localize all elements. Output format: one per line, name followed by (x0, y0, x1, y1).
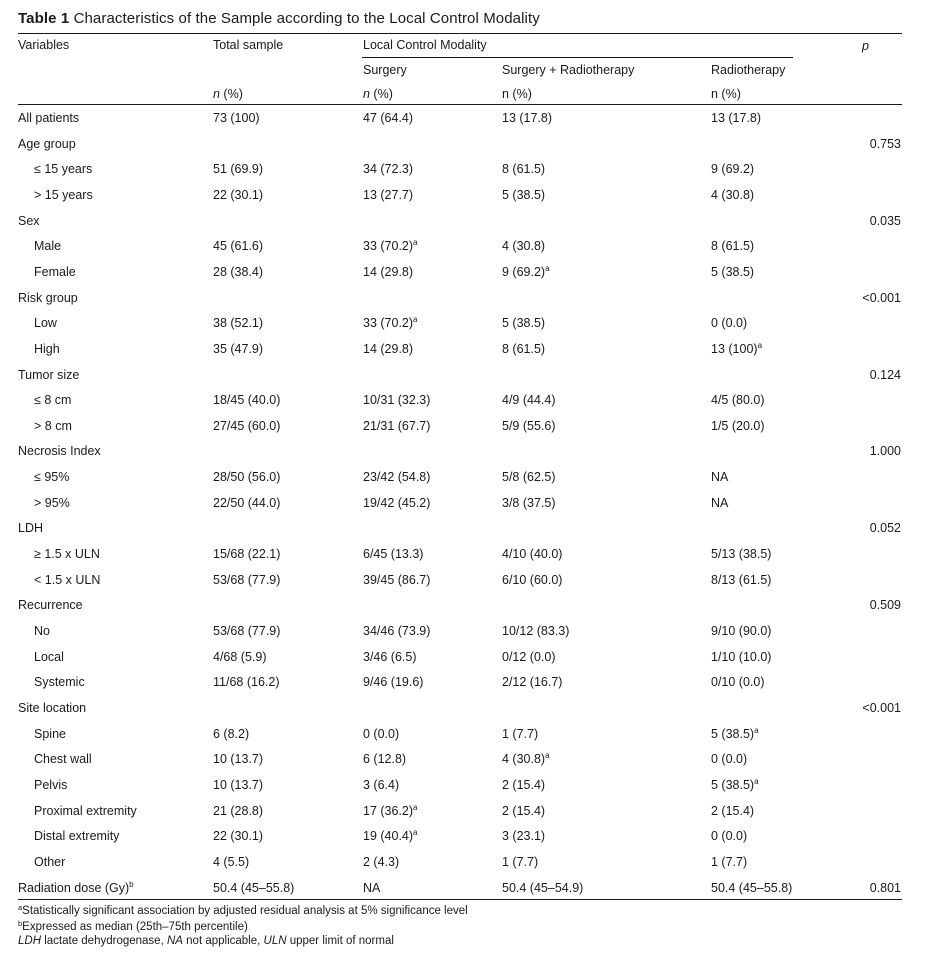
cell-total: 10 (13.7) (213, 752, 264, 766)
cell-total: 53/68 (77.9) (213, 624, 281, 638)
cell-total: 35 (47.9) (213, 342, 264, 356)
cell-surgery-radiotherapy: 4/9 (44.4) (502, 393, 556, 407)
row-label: Pelvis (34, 778, 68, 792)
top-rule (18, 33, 902, 34)
cell-p-value: 0.124 (869, 368, 901, 382)
row-label: Tumor size (18, 368, 80, 382)
header-variables: Variables (18, 38, 70, 52)
cell-surgery-radiotherapy: 5 (38.5) (502, 188, 546, 202)
cell-surgery-radiotherapy: 6/10 (60.0) (502, 573, 563, 587)
header-p: p (862, 39, 869, 53)
row-label: Spine (34, 727, 66, 741)
cell-radiotherapy: 9 (69.2) (711, 162, 755, 176)
cell-surgery: 14 (29.8) (363, 342, 414, 356)
cell-surgery-radiotherapy: 0/12 (0.0) (502, 650, 556, 664)
cell-surgery-radiotherapy: 4 $(30.8)^a$ (502, 751, 550, 766)
header-radiotherapy: Radiotherapy (711, 63, 786, 77)
cell-surgery: 6/45 (13.3) (363, 547, 424, 561)
cell-total: 51 (69.9) (213, 162, 264, 176)
cell-radiotherapy: 0 (0.0) (711, 829, 748, 843)
row-label: No (34, 624, 50, 638)
cell-total: 28 (38.4) (213, 265, 264, 279)
cell-total: 53/68 (77.9) (213, 573, 281, 587)
cell-p-value: 0.052 (869, 521, 901, 535)
cell-p-value: <0.001 (862, 701, 901, 715)
cell-radiotherapy: NA (711, 470, 729, 484)
cell-surgery: 10/31 (32.3) (363, 393, 431, 407)
row-label: Proximal extremity (34, 804, 137, 818)
header-n-surgery: n (%) (363, 87, 393, 101)
row-label: Risk group (18, 291, 78, 305)
row-label: Site location (18, 701, 87, 715)
cell-radiotherapy: 50.4 (45–55.8) (711, 881, 793, 895)
cell-total: 18/45 (40.0) (213, 393, 281, 407)
cell-surgery-radiotherapy: 2/12 (16.7) (502, 675, 563, 689)
row-label: ≤ 95% (34, 470, 70, 484)
cell-total: 38 (52.1) (213, 316, 264, 330)
cell-radiotherapy: 2 (15.4) (711, 804, 755, 818)
row-label: Recurrence (18, 598, 83, 612)
cell-surgery: 19 $(40.4)^a$ (363, 828, 418, 843)
cell-surgery: 34 (72.3) (363, 162, 414, 176)
cell-surgery-radiotherapy: 8 (61.5) (502, 342, 546, 356)
cell-surgery: 6 (12.8) (363, 752, 407, 766)
row-label: Chest wall (34, 752, 92, 766)
row-label: ≤ 15 years (34, 162, 93, 176)
cell-p-value: 0.509 (869, 598, 901, 612)
row-label: Local (34, 650, 64, 664)
cell-surgery-radiotherapy: 1 (7.7) (502, 855, 539, 869)
cell-surgery-radiotherapy: 3 (23.1) (502, 829, 546, 843)
cell-surgery: 3/46 (6.5) (363, 650, 417, 664)
footnote-b-text: Expressed as median (25th–75th percentile) (22, 921, 248, 933)
cell-surgery-radiotherapy: 5 (38.5) (502, 316, 546, 330)
cell-radiotherapy: 5/13 (38.5) (711, 547, 772, 561)
bottom-rule (18, 899, 902, 900)
cell-total: 50.4 (45–55.8) (213, 881, 295, 895)
cell-total: 22 (30.1) (213, 829, 264, 843)
cell-total: 22/50 (44.0) (213, 496, 281, 510)
row-label: Age group (18, 137, 76, 151)
row-label: Other (34, 855, 66, 869)
cell-radiotherapy: 0 (0.0) (711, 316, 748, 330)
row-label: > 8 cm (34, 419, 72, 433)
cell-surgery-radiotherapy: 10/12 (83.3) (502, 624, 570, 638)
cell-p-value: 0.801 (869, 881, 901, 895)
cell-radiotherapy: 1/5 (20.0) (711, 419, 765, 433)
cell-total: 27/45 (60.0) (213, 419, 281, 433)
cell-total: 4 (5.5) (213, 855, 250, 869)
cell-total: 28/50 (56.0) (213, 470, 281, 484)
cell-total: 4/68 (5.9) (213, 650, 267, 664)
cell-surgery-radiotherapy: 4/10 (40.0) (502, 547, 563, 561)
cell-surgery: 0 (0.0) (363, 727, 400, 741)
cell-radiotherapy: 13 (17.8) (711, 111, 762, 125)
table-caption (18, 10, 540, 27)
cell-surgery: NA (363, 881, 381, 895)
cell-p-value: 1.000 (869, 444, 901, 458)
cell-surgery: 39/45 (86.7) (363, 573, 431, 587)
cell-surgery: 19/42 (45.2) (363, 496, 431, 510)
cell-total: 21 (28.8) (213, 804, 264, 818)
cell-surgery: 9/46 (19.6) (363, 675, 424, 689)
row-label: < 1.5 x ULN (34, 573, 101, 587)
abbr-na-text: not applicable, (182, 935, 264, 947)
header-n-total: n (%) (213, 87, 243, 101)
row-label: High (34, 342, 60, 356)
footnote-a-text: Statistically significant association by adjusted residual analysis at 5% significance level (22, 905, 468, 917)
cell-surgery: 33 $(70.2)^a$ (363, 315, 418, 330)
cell-radiotherapy: 8 (61.5) (711, 239, 755, 253)
cell-surgery: 47 (64.4) (363, 111, 414, 125)
group-rule (362, 57, 793, 58)
row-label: Systemic (34, 675, 85, 689)
table-title: Characteristics of the Sample according to the Local Control Modality (73, 10, 540, 27)
header-local-control: Local Control Modality (363, 38, 487, 52)
abbr-ldh-text: lactate dehydrogenase, (41, 935, 167, 947)
cell-total: 10 (13.7) (213, 778, 264, 792)
header-surgery-radiotherapy: Surgery + Radiotherapy (502, 63, 635, 77)
cell-surgery-radiotherapy: 8 (61.5) (502, 162, 546, 176)
header-total-sample: Total sample (213, 38, 284, 52)
row-label: Distal extremity (34, 829, 120, 843)
abbr-na: NA (166, 935, 183, 947)
cell-surgery: 13 (27.7) (363, 188, 414, 202)
cell-p-value: <0.001 (862, 291, 901, 305)
row-label: > 95% (34, 496, 70, 510)
cell-surgery: 14 (29.8) (363, 265, 414, 279)
cell-surgery-radiotherapy: 4 (30.8) (502, 239, 546, 253)
cell-total: 45 (61.6) (213, 239, 264, 253)
row-label: Radiation dose $(Gy)^b$ (18, 880, 134, 895)
footnote-a-mark: a (18, 903, 23, 912)
row-label: > 15 years (34, 188, 93, 202)
cell-surgery-radiotherapy: 3/8 (37.5) (502, 496, 556, 510)
cell-radiotherapy: 4 (30.8) (711, 188, 755, 202)
table-label: Table 1 (18, 10, 70, 27)
cell-radiotherapy: 13 $(100)^a$ (711, 341, 763, 356)
cell-surgery-radiotherapy: 50.4 (45–54.9) (502, 881, 584, 895)
cell-radiotherapy: 0/10 (0.0) (711, 675, 765, 689)
cell-radiotherapy: 9/10 (90.0) (711, 624, 772, 638)
footnote-b (18, 919, 248, 933)
cell-surgery: 23/42 (54.8) (363, 470, 431, 484)
cell-p-value: 0.035 (869, 214, 901, 228)
cell-surgery-radiotherapy: 5/8 (62.5) (502, 470, 556, 484)
cell-total: 15/68 (22.1) (213, 547, 281, 561)
abbr-uln-text: upper limit of normal (286, 935, 394, 947)
row-label: Necrosis Index (18, 444, 101, 458)
cell-radiotherapy: 5 (38.5) (711, 265, 755, 279)
cell-surgery: 34/46 (73.9) (363, 624, 431, 638)
cell-surgery: 33 $(70.2)^a$ (363, 238, 418, 253)
cell-radiotherapy: 1 (7.7) (711, 855, 748, 869)
cell-surgery-radiotherapy: 2 (15.4) (502, 804, 546, 818)
cell-radiotherapy: 5 $(38.5)^a$ (711, 726, 759, 741)
cell-surgery-radiotherapy: 2 (15.4) (502, 778, 546, 792)
cell-surgery: 2 (4.3) (363, 855, 400, 869)
row-label: Low (34, 316, 57, 330)
abbr-uln: ULN (263, 935, 287, 947)
footnote-b-mark: b (18, 919, 23, 928)
header-n-radiotherapy: n (%) (711, 87, 741, 101)
row-label: Sex (18, 214, 40, 228)
cell-radiotherapy: 5 $(38.5)^a$ (711, 777, 759, 792)
row-label: All patients (18, 111, 80, 125)
cell-surgery-radiotherapy: 1 (7.7) (502, 727, 539, 741)
footnote-abbreviations (18, 935, 394, 947)
cell-total: 22 (30.1) (213, 188, 264, 202)
header-n-surgery-rt: n (%) (502, 87, 532, 101)
row-label: Male (34, 239, 62, 253)
cell-radiotherapy: NA (711, 496, 729, 510)
abbr-ldh: LDH (18, 935, 42, 947)
cell-surgery: 21/31 (67.7) (363, 419, 431, 433)
row-label: Female (34, 265, 76, 279)
cell-radiotherapy: 0 (0.0) (711, 752, 748, 766)
cell-surgery: 17 $(36.2)^a$ (363, 803, 418, 818)
footnote-a (18, 903, 468, 917)
cell-radiotherapy: 8/13 (61.5) (711, 573, 772, 587)
cell-radiotherapy: 4/5 (80.0) (711, 393, 765, 407)
header-surgery: Surgery (363, 63, 407, 77)
row-label: LDH (18, 521, 44, 535)
cell-surgery-radiotherapy: 5/9 (55.6) (502, 419, 556, 433)
cell-total: 11/68 (16.2) (213, 675, 280, 689)
cell-surgery: 3 (6.4) (363, 778, 400, 792)
header-rule (18, 104, 902, 105)
row-label: ≤ 8 cm (34, 393, 72, 407)
cell-surgery-radiotherapy: 9 $(69.2)^a$ (502, 264, 550, 279)
header-n-total-unit: (%) (219, 87, 243, 101)
row-label: ≥ 1.5 x ULN (34, 547, 100, 561)
cell-radiotherapy: 1/10 (10.0) (711, 650, 772, 664)
cell-p-value: 0.753 (869, 137, 901, 151)
cell-total: 6 (8.2) (213, 727, 250, 741)
cell-surgery-radiotherapy: 13 (17.8) (502, 111, 553, 125)
cell-total: 73 (100) (213, 111, 260, 125)
